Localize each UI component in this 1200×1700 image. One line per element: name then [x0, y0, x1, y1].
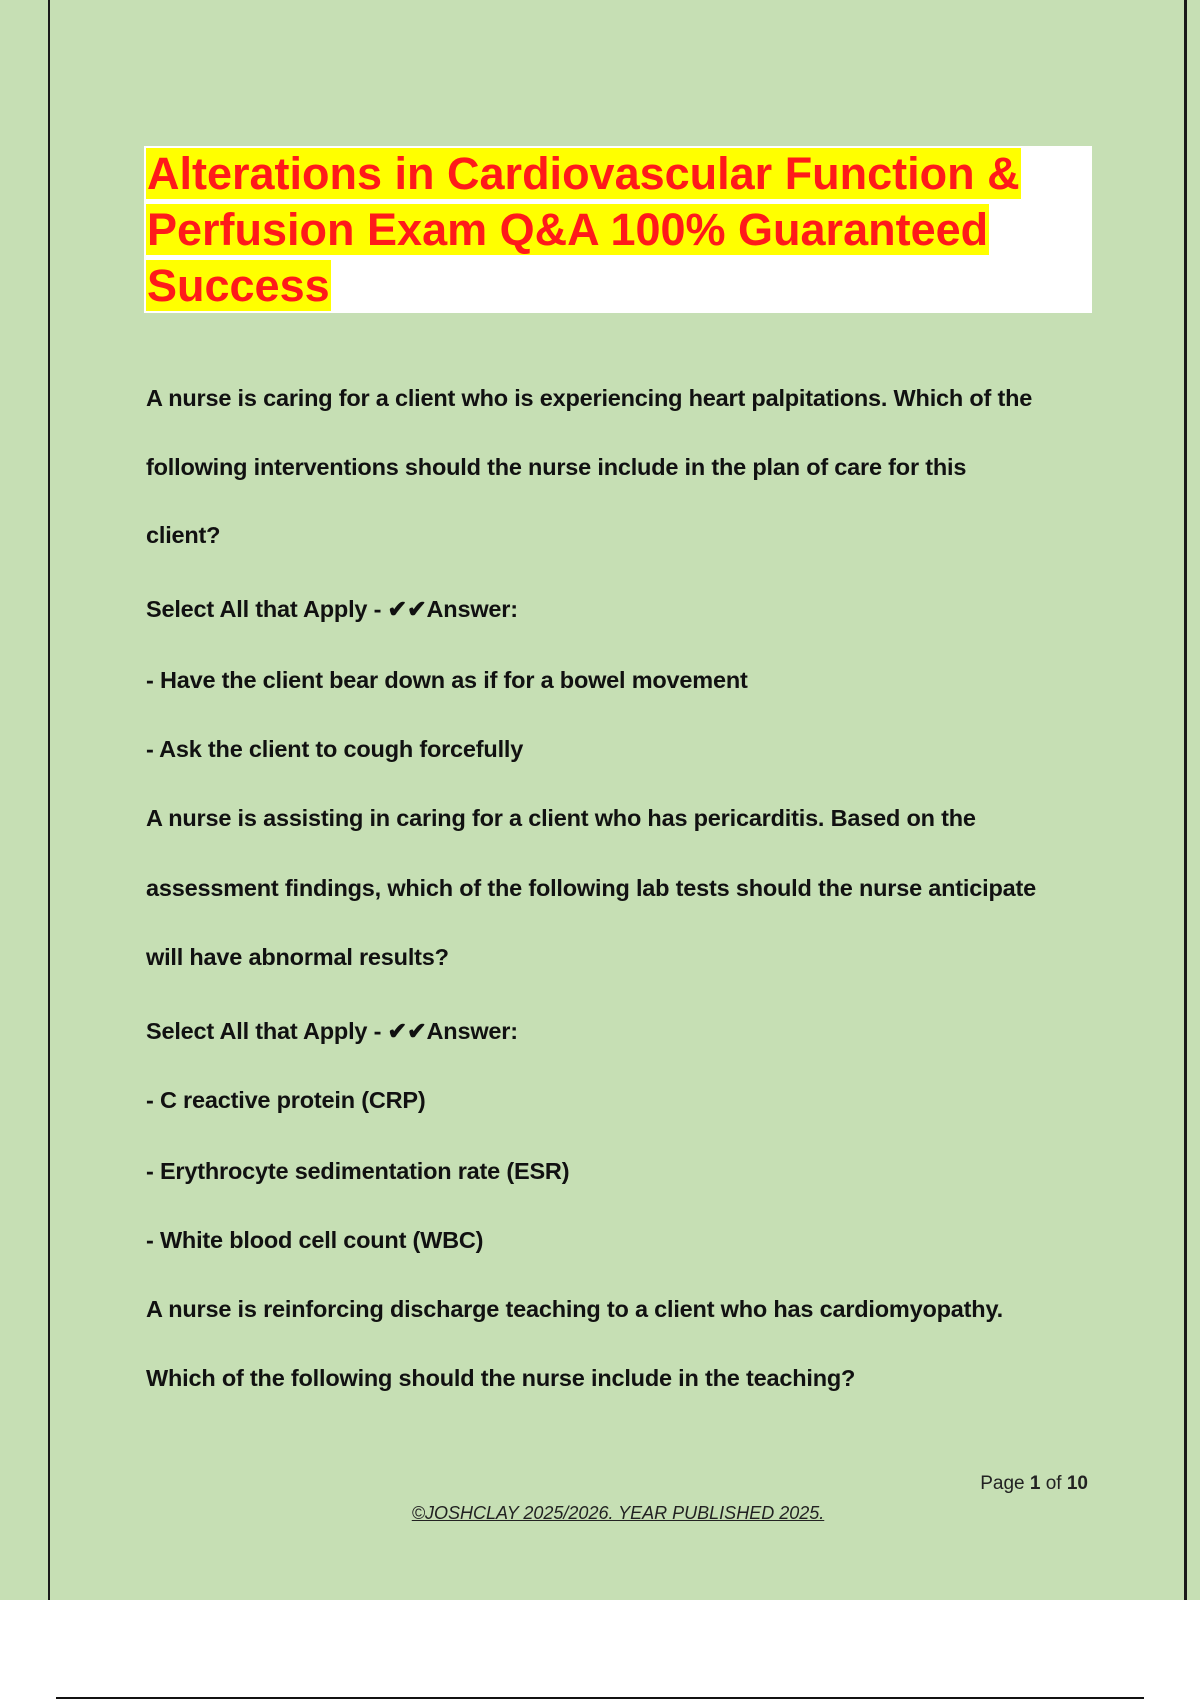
answer-2-item-3: - White blood cell count (WBC): [146, 1227, 484, 1253]
title-line-3: Success: [147, 260, 330, 311]
question-2-line-2: assessment findings, which of the following lab tests should the nurse anticipate: [146, 875, 1036, 901]
question-1-line-2: following interventions should the nurse include in the plan of care for this: [146, 454, 967, 480]
question-1-line-1: A nurse is caring for a client who is experiencing heart palpitations. Which of the: [146, 385, 1033, 411]
document-title: [146, 146, 1090, 314]
page-number-prefix: Page: [980, 1473, 1025, 1494]
title-line-2: Perfusion Exam Q&A 100% Guaranteed: [147, 204, 989, 255]
next-page-divider: [56, 1697, 1144, 1699]
question-2-line-1: A nurse is assisting in caring for a client who has pericarditis. Based on the: [146, 805, 976, 831]
answer-2-item-1: - C reactive protein (CRP): [146, 1087, 426, 1113]
page-number-total: 10: [1066, 1473, 1088, 1494]
page-right-border: [1184, 0, 1187, 1600]
answer-1-item-1: - Have the client bear down as if for a bowel movement: [146, 667, 748, 693]
question-3-line-2: Which of the following should the nurse include in the teaching?: [146, 1365, 856, 1391]
answer-1-item-2: - Ask the client to cough forcefully: [146, 736, 524, 762]
page-number: [980, 1473, 1088, 1495]
page-number-current: 1: [1029, 1473, 1041, 1494]
question-3-line-1: A nurse is reinforcing discharge teaching to a client who has cardiomyopathy.: [146, 1296, 1003, 1322]
answer-1-header: Select All that Apply - ✔✔Answer:: [146, 596, 518, 622]
answer-2-header: Select All that Apply - ✔✔Answer:: [146, 1018, 518, 1044]
page-left-border: [48, 0, 50, 1600]
question-2-line-3: will have abnormal results?: [146, 944, 449, 970]
page-number-of: of: [1045, 1473, 1062, 1494]
answer-2-item-2: - Erythrocyte sedimentation rate (ESR): [146, 1158, 570, 1184]
copyright-footer: ©JOSHCLAY 2025/2026. YEAR PUBLISHED 2025.: [411, 1503, 825, 1523]
question-1-line-3: client?: [146, 522, 221, 548]
title-line-1: Alterations in Cardiovascular Function &: [147, 148, 1020, 199]
